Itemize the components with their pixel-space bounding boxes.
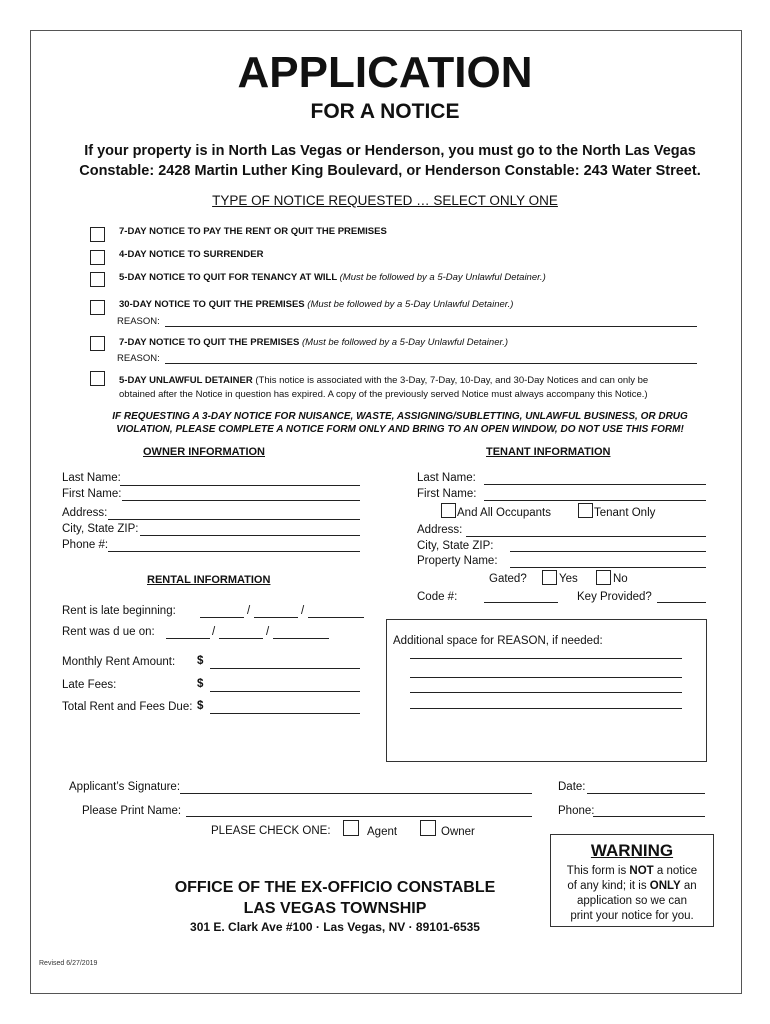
checkbox-7day-pay-rent[interactable] <box>90 227 105 242</box>
additional-reason-line-4[interactable] <box>410 708 682 709</box>
reason-label-7day: REASON: <box>117 353 160 364</box>
tenant-city-input[interactable] <box>510 551 706 552</box>
additional-reason-line-1[interactable] <box>410 658 682 659</box>
warning-line-1 <box>551 864 713 879</box>
form-subtitle: FOR A NOTICE <box>310 100 460 123</box>
total-due-label: Total Rent and Fees Due: <box>62 701 193 713</box>
tenant-address-label: Address: <box>417 524 463 536</box>
print-name-label: Please Print Name: <box>82 805 182 817</box>
option-7day-quit-label: 7-DAY NOTICE TO QUIT THE PREMISES <box>119 337 300 348</box>
nuisance-warning-line2: VIOLATION, PLEASE COMPLETE A NOTICE FORM ONLY AND BRING TO AN OPEN WINDOW, DO NOT USE THIS FORM! <box>116 424 684 435</box>
late-beginning-day[interactable] <box>254 617 298 618</box>
owner-first-name-input[interactable] <box>122 500 360 501</box>
property-name-label: Property Name: <box>417 555 498 567</box>
gated-yes-label: Yes <box>559 573 578 585</box>
owner-address-label: Address: <box>62 507 108 519</box>
check-one-label: PLEASE CHECK ONE: <box>211 825 331 837</box>
due-on-slash-2: / <box>266 626 270 638</box>
jurisdiction-notice <box>40 141 740 181</box>
late-beginning-month[interactable] <box>200 617 244 618</box>
form-title: APPLICATION <box>237 48 533 97</box>
owner-info-heading: OWNER INFORMATION <box>143 446 266 458</box>
option-5day-unlawful-detainer <box>119 375 648 386</box>
late-beginning-slash-1: / <box>247 605 251 617</box>
late-beginning-year[interactable] <box>308 617 364 618</box>
tenant-first-name-label: First Name: <box>417 488 477 500</box>
property-name-input[interactable] <box>510 567 706 568</box>
owner-city-input[interactable] <box>140 535 360 536</box>
warning-line-3: application so we can <box>577 895 687 907</box>
late-fees-label: Late Fees: <box>62 679 117 691</box>
owner-last-name-label: Last Name: <box>62 472 121 484</box>
late-fees-input[interactable] <box>210 691 360 692</box>
tenant-city-label: City, State ZIP: <box>417 540 494 552</box>
key-provided-label: Key Provided? <box>577 591 652 603</box>
option-5day-quit-tenancy-note: (Must be followed by a 5-Day Unlawful Detainer.) <box>339 272 546 283</box>
tenant-info-heading: TENANT INFORMATION <box>486 446 611 458</box>
option-30day-quit-note: (Must be followed by a 5-Day Unlawful Detainer.) <box>307 299 514 310</box>
print-name-input[interactable] <box>186 816 532 817</box>
gated-no-label: No <box>613 573 628 585</box>
checkbox-gated-no[interactable] <box>596 570 611 585</box>
office-address: 301 E. Clark Ave #100 · Las Vegas, NV · 89101-6535 <box>190 920 480 934</box>
warning-line-1c: a notice <box>653 865 698 877</box>
due-on-slash-1: / <box>212 626 216 638</box>
date-label: Date: <box>558 781 586 793</box>
owner-address-input[interactable] <box>108 519 360 520</box>
warning-line-1-not: NOT <box>629 865 654 877</box>
rental-info-heading: RENTAL INFORMATION <box>147 574 271 586</box>
checkbox-tenant-only[interactable] <box>578 503 593 518</box>
owner-first-name-label: First Name: <box>62 488 122 500</box>
monthly-rent-label: Monthly Rent Amount: <box>62 656 176 668</box>
applicant-signature-input[interactable] <box>180 793 532 794</box>
warning-line-4: print your notice for you. <box>570 910 694 922</box>
option-30day-quit-label: 30-DAY NOTICE TO QUIT THE PREMISES <box>119 299 305 310</box>
warning-line-1a: This form is <box>566 865 630 877</box>
warning-line-2a: of any kind; it is <box>567 880 650 892</box>
late-beginning-label: Rent is late beginning: <box>62 605 176 617</box>
revised-date: Revised 6/27/2019 <box>39 960 98 967</box>
option-5day-quit-tenancy <box>119 272 546 283</box>
owner-city-label: City, State ZIP: <box>62 523 139 535</box>
agent-label: Agent <box>367 826 398 838</box>
checkbox-5day-quit-tenancy[interactable] <box>90 272 105 287</box>
tenant-first-name-input[interactable] <box>484 500 706 501</box>
late-fees-dollar: $ <box>197 678 204 690</box>
total-due-dollar: $ <box>197 700 204 712</box>
monthly-rent-input[interactable] <box>210 668 360 669</box>
nuisance-warning <box>60 410 740 436</box>
jurisdiction-notice-line2: Constable: 2428 Martin Luther King Boulevard, or Henderson Constable: 243 Water Street. <box>79 163 701 179</box>
checkbox-and-all-occupants[interactable] <box>441 503 456 518</box>
option-5day-quit-tenancy-label: 5-DAY NOTICE TO QUIT FOR TENANCY AT WILL <box>119 272 337 283</box>
warning-line-2-only: ONLY <box>649 880 681 892</box>
warning-title: WARNING <box>590 841 674 860</box>
warning-body <box>551 864 713 924</box>
warning-box <box>550 834 714 927</box>
due-on-year[interactable] <box>273 638 329 639</box>
owner-phone-input[interactable] <box>108 551 360 552</box>
checkbox-gated-yes[interactable] <box>542 570 557 585</box>
additional-reason-line-3[interactable] <box>410 692 682 693</box>
and-all-occupants-label: And All Occupants <box>457 507 551 519</box>
due-on-day[interactable] <box>219 638 263 639</box>
checkbox-agent[interactable] <box>343 820 359 836</box>
applicant-signature-label: Applicant’s Signature: <box>69 781 181 793</box>
option-7day-pay-rent: 7-DAY NOTICE TO PAY THE RENT OR QUIT THE PREMISES <box>119 226 387 237</box>
warning-line-2 <box>551 879 713 894</box>
tenant-only-label: Tenant Only <box>594 507 656 519</box>
due-on-month[interactable] <box>166 638 210 639</box>
jurisdiction-notice-line1: If your property is in North Las Vegas or Henderson, you must go to the North Las Vegas <box>84 143 696 159</box>
phone-label: Phone: <box>558 805 595 817</box>
additional-reason-line-2[interactable] <box>410 677 682 678</box>
key-provided-input[interactable] <box>657 602 706 603</box>
late-beginning-slash-2: / <box>301 605 305 617</box>
checkbox-owner[interactable] <box>420 820 436 836</box>
code-label: Code #: <box>417 591 458 603</box>
option-4day-surrender: 4-DAY NOTICE TO SURRENDER <box>119 249 264 260</box>
checkbox-30day-quit[interactable] <box>90 300 105 315</box>
warning-line-2c: an <box>680 880 697 892</box>
notice-type-heading: TYPE OF NOTICE REQUESTED … SELECT ONLY ONE <box>212 193 558 208</box>
reason-input-30day[interactable] <box>165 326 697 327</box>
checkbox-4day-surrender[interactable] <box>90 250 105 265</box>
option-7day-quit-note: (Must be followed by a 5-Day Unlawful Detainer.) <box>302 337 509 348</box>
total-due-input[interactable] <box>210 713 360 714</box>
office-township: LAS VEGAS TOWNSHIP <box>243 900 427 917</box>
owner-phone-label: Phone #: <box>62 539 109 551</box>
checkbox-7day-quit[interactable] <box>90 336 105 351</box>
reason-label-30day: REASON: <box>117 316 160 327</box>
option-5day-unlawful-detainer-note1: (This notice is associated with the 3-Day, 7-Day, 10-Day, and 30-Day Notices and can only be <box>255 375 649 386</box>
option-5day-unlawful-detainer-note2: obtained after the Notice in question has expired. A copy of the previously served Notice must always accompany this Notice.) <box>119 389 648 400</box>
checkbox-5day-unlawful-detainer[interactable] <box>90 371 105 386</box>
tenant-last-name-label: Last Name: <box>417 472 476 484</box>
code-input[interactable] <box>484 602 558 603</box>
tenant-address-input[interactable] <box>466 536 706 537</box>
owner-label: Owner <box>441 826 475 838</box>
gated-label: Gated? <box>489 573 527 585</box>
due-on-label: Rent was d ue on: <box>62 626 155 638</box>
monthly-rent-dollar: $ <box>197 655 204 667</box>
option-7day-quit <box>119 337 508 348</box>
date-input[interactable] <box>587 793 705 794</box>
tenant-last-name-input[interactable] <box>484 484 706 485</box>
additional-reason-label: Additional space for REASON, if needed: <box>393 635 603 647</box>
option-5day-unlawful-detainer-label: 5-DAY UNLAWFUL DETAINER <box>119 375 253 386</box>
option-30day-quit <box>119 299 513 310</box>
office-name: OFFICE OF THE EX-OFFICIO CONSTABLE <box>174 879 496 896</box>
reason-input-7day[interactable] <box>165 363 697 364</box>
owner-last-name-input[interactable] <box>120 485 360 486</box>
phone-input[interactable] <box>593 816 705 817</box>
nuisance-warning-line1: IF REQUESTING A 3-DAY NOTICE FOR NUISANCE, WASTE, ASSIGNING/SUBLETTING, UNLAWFUL BUSINESS, OR DRUG <box>112 411 688 422</box>
